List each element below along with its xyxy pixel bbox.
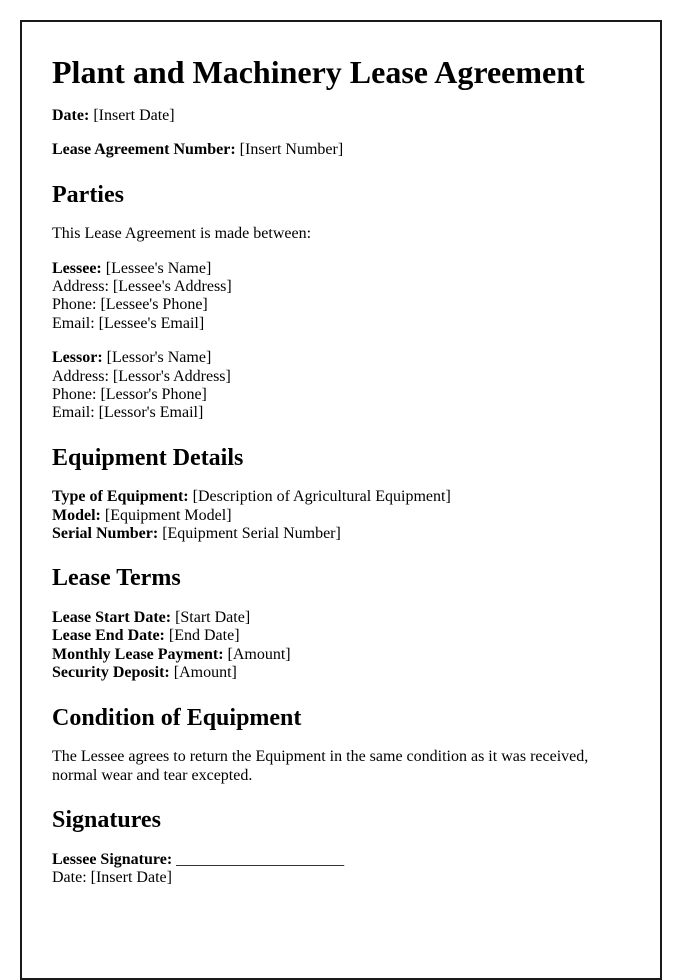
lessor-phone-line xyxy=(52,386,630,404)
lessee-signature-blank: _____________________ xyxy=(172,850,345,868)
equipment-serial-label: Serial Number: xyxy=(52,525,159,543)
agreement-number-value: [Insert Number] xyxy=(235,141,344,159)
lessee-address-value: Address: [Lessee's Address] xyxy=(52,277,232,295)
equipment-serial-value: [Equipment Serial Number] xyxy=(158,525,341,543)
signatures-block xyxy=(52,851,630,888)
lessor-address-value: Address: [Lessor's Address] xyxy=(52,367,231,385)
monthly-payment-label: Monthly Lease Payment: xyxy=(52,645,224,663)
monthly-payment-value: [Amount] xyxy=(223,645,291,663)
agreement-number-label: Lease Agreement Number: xyxy=(52,141,236,159)
equipment-type-value: [Description of Agricultural Equipment] xyxy=(188,488,451,506)
lessee-details-block xyxy=(52,260,630,334)
lessor-email-line xyxy=(52,404,630,422)
security-deposit-line xyxy=(52,664,630,682)
lessee-email-line xyxy=(52,315,630,333)
lessee-address-line xyxy=(52,278,630,296)
lessor-name-line xyxy=(52,349,630,367)
parties-heading: Parties xyxy=(52,181,124,208)
agreement-number-field xyxy=(52,141,630,159)
date-field xyxy=(52,107,630,125)
equipment-model-value: [Equipment Model] xyxy=(100,506,232,524)
monthly-payment-line xyxy=(52,646,630,664)
equipment-serial-line xyxy=(52,525,630,543)
security-deposit-label: Security Deposit: xyxy=(52,664,170,682)
lessee-name-label: Lessee: xyxy=(52,259,102,277)
lease-terms-heading: Lease Terms xyxy=(52,565,181,592)
equipment-model-line xyxy=(52,507,630,525)
lease-end-value: [End Date] xyxy=(164,627,240,645)
lessor-details-block xyxy=(52,349,630,423)
lease-terms-block xyxy=(52,609,630,683)
date-value: [Insert Date] xyxy=(89,106,175,124)
parties-intro: This Lease Agreement is made between: xyxy=(52,225,312,243)
lease-agreement-document xyxy=(20,20,662,980)
condition-paragraph: The Lessee agrees to return the Equipment in the same condition as it was received, normal wear and tear excepted. xyxy=(52,748,589,784)
document-title: Plant and Machinery Lease Agreement xyxy=(52,54,585,90)
lease-start-line xyxy=(52,609,630,627)
lease-end-line xyxy=(52,627,630,645)
condition-heading: Condition of Equipment xyxy=(52,704,302,731)
equipment-type-line xyxy=(52,488,630,506)
lessee-signature-label: Lessee Signature: xyxy=(52,850,173,868)
equipment-details-block xyxy=(52,488,630,543)
equipment-details-heading: Equipment Details xyxy=(52,444,244,471)
lessor-name-value: [Lessor's Name] xyxy=(102,349,212,367)
lessee-name-line xyxy=(52,260,630,278)
lessee-phone-value: Phone: [Lessee's Phone] xyxy=(52,296,208,314)
lessor-name-label: Lessor: xyxy=(52,349,103,367)
equipment-type-label: Type of Equipment: xyxy=(52,488,189,506)
lease-start-label: Lease Start Date: xyxy=(52,609,172,627)
lessee-name-value: [Lessee's Name] xyxy=(101,259,212,277)
lease-end-label: Lease End Date: xyxy=(52,627,165,645)
lessee-email-value: Email: [Lessee's Email] xyxy=(52,314,205,332)
lessee-signature-line xyxy=(52,851,630,869)
page xyxy=(0,20,700,920)
signature-date-line xyxy=(52,869,630,887)
lease-start-value: [Start Date] xyxy=(171,609,251,627)
lessor-phone-value: Phone: [Lessor's Phone] xyxy=(52,385,207,403)
signatures-heading: Signatures xyxy=(52,806,161,833)
lessor-email-value: Email: [Lessor's Email] xyxy=(52,404,204,422)
security-deposit-value: [Amount] xyxy=(169,664,237,682)
lessor-address-line xyxy=(52,368,630,386)
lessee-phone-line xyxy=(52,296,630,314)
signature-date-value: Date: [Insert Date] xyxy=(52,868,172,886)
equipment-model-label: Model: xyxy=(52,506,101,524)
date-label: Date: xyxy=(52,106,90,124)
